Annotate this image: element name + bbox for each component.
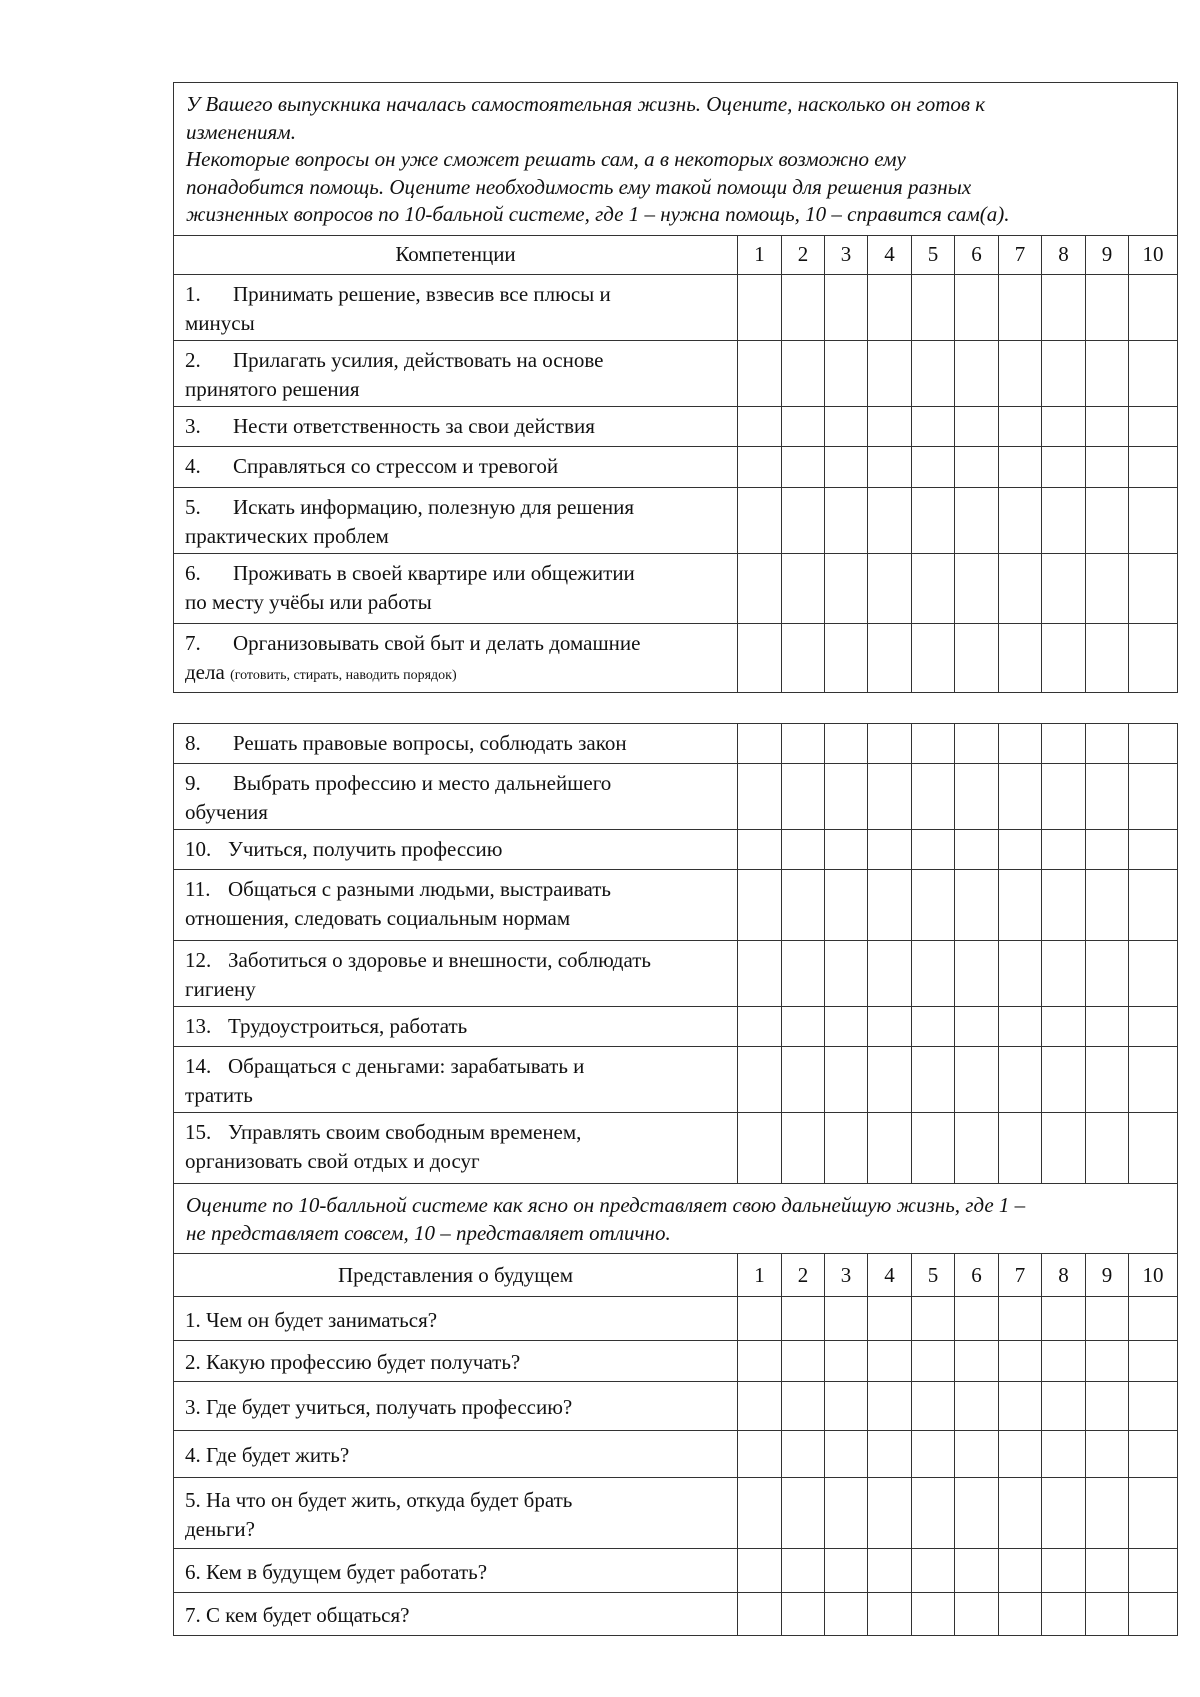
competency-row: [174, 830, 1178, 870]
competency-row: [174, 1007, 1178, 1047]
rating-cell-5[interactable]: [912, 1593, 955, 1636]
rating-cell-6[interactable]: [955, 1297, 999, 1341]
competencies-header: Компетенции: [174, 235, 738, 274]
competency-row: [174, 487, 1178, 553]
instruction-line: не представляет совсем, 10 – представляет отлично.: [186, 1220, 671, 1245]
rating-cell-2[interactable]: [782, 764, 825, 830]
scale-header-7: 7: [999, 235, 1042, 274]
rating-cell-8[interactable]: [1042, 1007, 1086, 1047]
rating-cell-3[interactable]: [825, 1478, 868, 1549]
rating-cell-3[interactable]: [825, 446, 868, 487]
rating-cell-10[interactable]: [1129, 623, 1178, 692]
rating-cell-3[interactable]: [825, 724, 868, 764]
rating-cell-2[interactable]: [782, 406, 825, 446]
rating-cell-7[interactable]: [999, 487, 1042, 553]
scale-header-5: 5: [912, 1254, 955, 1297]
rating-cell-6[interactable]: [955, 1047, 999, 1113]
rating-cell-1[interactable]: [738, 1113, 782, 1184]
rating-cell-9[interactable]: [1086, 487, 1129, 553]
rating-cell-3[interactable]: [825, 870, 868, 941]
rating-cell-6[interactable]: [955, 623, 999, 692]
rating-cell-4[interactable]: [868, 1382, 912, 1431]
competency-label: 9. Выбрать профессию и место дальнейшего обучения: [174, 764, 738, 830]
scale-header-10: 10: [1129, 1254, 1178, 1297]
rating-cell-10[interactable]: [1129, 764, 1178, 830]
competency-label: 15. Управлять своим свободным временем, организовать свой отдых и досуг: [174, 1113, 738, 1184]
scale-header-9: 9: [1086, 235, 1129, 274]
rating-cell-6[interactable]: [955, 830, 999, 870]
rating-cell-10[interactable]: [1129, 941, 1178, 1007]
rating-cell-4[interactable]: [868, 1478, 912, 1549]
rating-cell-6[interactable]: [955, 1113, 999, 1184]
rating-cell-3[interactable]: [825, 1341, 868, 1382]
rating-cell-3[interactable]: [825, 1431, 868, 1478]
scale-header-6: 6: [955, 1254, 999, 1297]
rating-cell-10[interactable]: [1129, 406, 1178, 446]
competencies-table-part-2: [173, 723, 1178, 1636]
rating-cell-1[interactable]: [738, 764, 782, 830]
rating-cell-10[interactable]: [1129, 274, 1178, 340]
competency-label: 1. Принимать решение, взвесив все плюсы и минусы: [174, 274, 738, 340]
competency-row: [174, 764, 1178, 830]
instruction-line: жизненных вопросов по 10-бальной системе, где 1 – нужна помощь, 10 – справится сам(а).: [186, 202, 1010, 226]
future-row: [174, 1297, 1178, 1341]
rating-cell-8[interactable]: [1042, 1382, 1086, 1431]
rating-cell-6[interactable]: [955, 553, 999, 623]
future-header: Представления о будущем: [174, 1254, 738, 1297]
rating-cell-9[interactable]: [1086, 1431, 1129, 1478]
rating-cell-3[interactable]: [825, 1047, 868, 1113]
competency-row: [174, 724, 1178, 764]
scale-header-7: 7: [999, 1254, 1042, 1297]
competency-label: 5. Искать информацию, полезную для решения практических проблем: [174, 487, 738, 553]
rating-cell-4[interactable]: [868, 724, 912, 764]
instruction-line: понадобится помощь. Оцените необходимость ему такой помощи для решения разных: [186, 174, 972, 199]
rating-cell-9[interactable]: [1086, 274, 1129, 340]
rating-cell-3[interactable]: [825, 623, 868, 692]
rating-cell-7[interactable]: [999, 406, 1042, 446]
scale-header-5: 5: [912, 235, 955, 274]
rating-cell-9[interactable]: [1086, 724, 1129, 764]
rating-cell-2[interactable]: [782, 1341, 825, 1382]
future-row: [174, 1478, 1178, 1549]
rating-cell-1[interactable]: [738, 1593, 782, 1636]
rating-cell-5[interactable]: [912, 1431, 955, 1478]
rating-cell-7[interactable]: [999, 830, 1042, 870]
rating-cell-2[interactable]: [782, 274, 825, 340]
scale-header-9: 9: [1086, 1254, 1129, 1297]
rating-cell-7[interactable]: [999, 1297, 1042, 1341]
instruction-line: изменениям.: [186, 119, 296, 144]
rating-cell-5[interactable]: [912, 1007, 955, 1047]
future-label: 6. Кем в будущем будет работать?: [174, 1549, 738, 1593]
rating-cell-5[interactable]: [912, 1047, 955, 1113]
rating-cell-10[interactable]: [1129, 870, 1178, 941]
rating-cell-4[interactable]: [868, 830, 912, 870]
rating-cell-8[interactable]: [1042, 830, 1086, 870]
instruction-line: У Вашего выпускника началась самостоятельная жизнь. Оцените, насколько он готов к: [186, 92, 986, 116]
competency-row: [174, 446, 1178, 487]
competency-row: [174, 941, 1178, 1007]
rating-cell-8[interactable]: [1042, 1113, 1086, 1184]
rating-cell-7[interactable]: [999, 764, 1042, 830]
rating-cell-3[interactable]: [825, 764, 868, 830]
rating-cell-7[interactable]: [999, 1478, 1042, 1549]
future-row: [174, 1341, 1178, 1382]
rating-cell-7[interactable]: [999, 1549, 1042, 1593]
competency-label: 6. Проживать в своей квартире или общежитии по месту учёбы или работы: [174, 553, 738, 623]
rating-cell-7[interactable]: [999, 1047, 1042, 1113]
competency-row: [174, 340, 1178, 406]
competency-row: [174, 623, 1178, 692]
rating-cell-5[interactable]: [912, 623, 955, 692]
rating-cell-8[interactable]: [1042, 623, 1086, 692]
rating-cell-8[interactable]: [1042, 487, 1086, 553]
rating-cell-8[interactable]: [1042, 274, 1086, 340]
rating-cell-9[interactable]: [1086, 1593, 1129, 1636]
scale-header-1: 1: [738, 1254, 782, 1297]
rating-cell-2[interactable]: [782, 1007, 825, 1047]
rating-cell-1[interactable]: [738, 406, 782, 446]
rating-cell-2[interactable]: [782, 623, 825, 692]
rating-cell-5[interactable]: [912, 1382, 955, 1431]
rating-cell-2[interactable]: [782, 553, 825, 623]
rating-cell-3[interactable]: [825, 1593, 868, 1636]
rating-cell-1[interactable]: [738, 1297, 782, 1341]
rating-cell-4[interactable]: [868, 870, 912, 941]
rating-cell-4[interactable]: [868, 1047, 912, 1113]
rating-cell-10[interactable]: [1129, 1478, 1178, 1549]
rating-cell-3[interactable]: [825, 553, 868, 623]
rating-cell-2[interactable]: [782, 1593, 825, 1636]
rating-cell-7[interactable]: [999, 941, 1042, 1007]
rating-cell-9[interactable]: [1086, 1047, 1129, 1113]
rating-cell-6[interactable]: [955, 406, 999, 446]
rating-cell-10[interactable]: [1129, 487, 1178, 553]
rating-cell-1[interactable]: [738, 1431, 782, 1478]
rating-cell-4[interactable]: [868, 623, 912, 692]
rating-cell-5[interactable]: [912, 553, 955, 623]
rating-cell-4[interactable]: [868, 1431, 912, 1478]
competency-row: [174, 870, 1178, 941]
instructions: [174, 83, 1178, 236]
rating-cell-9[interactable]: [1086, 1007, 1129, 1047]
rating-cell-5[interactable]: [912, 1341, 955, 1382]
rating-cell-9[interactable]: [1086, 830, 1129, 870]
rating-cell-8[interactable]: [1042, 1341, 1086, 1382]
rating-cell-6[interactable]: [955, 1431, 999, 1478]
rating-cell-6[interactable]: [955, 487, 999, 553]
rating-cell-4[interactable]: [868, 941, 912, 1007]
rating-cell-5[interactable]: [912, 274, 955, 340]
competency-row: [174, 274, 1178, 340]
rating-cell-5[interactable]: [912, 1297, 955, 1341]
rating-cell-6[interactable]: [955, 724, 999, 764]
rating-cell-8[interactable]: [1042, 764, 1086, 830]
rating-cell-5[interactable]: [912, 1113, 955, 1184]
competency-label: 14. Обращаться с деньгами: зарабатывать и тратить: [174, 1047, 738, 1113]
rating-cell-1[interactable]: [738, 724, 782, 764]
rating-cell-3[interactable]: [825, 1297, 868, 1341]
rating-cell-1[interactable]: [738, 1047, 782, 1113]
competency-row: [174, 1047, 1178, 1113]
rating-cell-4[interactable]: [868, 340, 912, 406]
rating-cell-7[interactable]: [999, 446, 1042, 487]
rating-cell-3[interactable]: [825, 941, 868, 1007]
future-label: 2. Какую профессию будет получать?: [174, 1341, 738, 1382]
scale-header-2: 2: [782, 1254, 825, 1297]
rating-cell-6[interactable]: [955, 1382, 999, 1431]
rating-cell-6[interactable]: [955, 1007, 999, 1047]
rating-cell-2[interactable]: [782, 830, 825, 870]
rating-cell-1[interactable]: [738, 830, 782, 870]
rating-cell-9[interactable]: [1086, 1113, 1129, 1184]
competency-label: 4. Справляться со стрессом и тревогой: [174, 446, 738, 487]
rating-cell-10[interactable]: [1129, 553, 1178, 623]
rating-cell-3[interactable]: [825, 406, 868, 446]
rating-cell-7[interactable]: [999, 1341, 1042, 1382]
rating-cell-8[interactable]: [1042, 1549, 1086, 1593]
rating-cell-4[interactable]: [868, 1007, 912, 1047]
rating-cell-2[interactable]: [782, 487, 825, 553]
scale-header-8: 8: [1042, 235, 1086, 274]
rating-cell-3[interactable]: [825, 830, 868, 870]
rating-cell-1[interactable]: [738, 553, 782, 623]
rating-cell-2[interactable]: [782, 1047, 825, 1113]
scale-header-3: 3: [825, 235, 868, 274]
scale-header-4: 4: [868, 1254, 912, 1297]
rating-cell-10[interactable]: [1129, 1549, 1178, 1593]
future-label: 4. Где будет жить?: [174, 1431, 738, 1478]
rating-cell-2[interactable]: [782, 870, 825, 941]
rating-cell-6[interactable]: [955, 764, 999, 830]
rating-cell-3[interactable]: [825, 274, 868, 340]
rating-cell-9[interactable]: [1086, 340, 1129, 406]
rating-cell-1[interactable]: [738, 1478, 782, 1549]
rating-cell-5[interactable]: [912, 446, 955, 487]
rating-cell-4[interactable]: [868, 487, 912, 553]
scale-header-6: 6: [955, 235, 999, 274]
rating-cell-9[interactable]: [1086, 1478, 1129, 1549]
rating-cell-10[interactable]: [1129, 1047, 1178, 1113]
rating-cell-10[interactable]: [1129, 1382, 1178, 1431]
rating-cell-2[interactable]: [782, 446, 825, 487]
rating-cell-10[interactable]: [1129, 1297, 1178, 1341]
rating-cell-4[interactable]: [868, 764, 912, 830]
rating-cell-4[interactable]: [868, 446, 912, 487]
rating-cell-9[interactable]: [1086, 406, 1129, 446]
rating-cell-7[interactable]: [999, 1007, 1042, 1047]
rating-cell-9[interactable]: [1086, 1549, 1129, 1593]
scale-header-8: 8: [1042, 1254, 1086, 1297]
rating-cell-4[interactable]: [868, 553, 912, 623]
rating-cell-1[interactable]: [738, 870, 782, 941]
rating-cell-2[interactable]: [782, 1478, 825, 1549]
rating-cell-6[interactable]: [955, 870, 999, 941]
scale-header-3: 3: [825, 1254, 868, 1297]
rating-cell-7[interactable]: [999, 724, 1042, 764]
rating-cell-10[interactable]: [1129, 1431, 1178, 1478]
future-row: [174, 1382, 1178, 1431]
rating-cell-6[interactable]: [955, 340, 999, 406]
rating-cell-3[interactable]: [825, 1113, 868, 1184]
scale-header-2: 2: [782, 235, 825, 274]
competency-label: 10. Учиться, получить профессию: [174, 830, 738, 870]
rating-cell-5[interactable]: [912, 1549, 955, 1593]
future-label: 1. Чем он будет заниматься?: [174, 1297, 738, 1341]
competency-label: 13. Трудоустроиться, работать: [174, 1007, 738, 1047]
rating-cell-9[interactable]: [1086, 1382, 1129, 1431]
rating-cell-1[interactable]: [738, 340, 782, 406]
rating-cell-8[interactable]: [1042, 1431, 1086, 1478]
competency-row: [174, 406, 1178, 446]
rating-cell-10[interactable]: [1129, 1593, 1178, 1636]
rating-cell-6[interactable]: [955, 941, 999, 1007]
future-row: [174, 1431, 1178, 1478]
rating-cell-5[interactable]: [912, 1478, 955, 1549]
rating-cell-1[interactable]: [738, 274, 782, 340]
rating-cell-5[interactable]: [912, 830, 955, 870]
rating-cell-8[interactable]: [1042, 446, 1086, 487]
competency-label: 3. Нести ответственность за свои действия: [174, 406, 738, 446]
rating-cell-1[interactable]: [738, 1007, 782, 1047]
competency-label: 2. Прилагать усилия, действовать на основе принятого решения: [174, 340, 738, 406]
rating-cell-3[interactable]: [825, 1549, 868, 1593]
future-label: 5. На что он будет жить, откуда будет брать деньги?: [174, 1478, 738, 1549]
rating-cell-1[interactable]: [738, 1341, 782, 1382]
rating-cell-5[interactable]: [912, 340, 955, 406]
rating-cell-9[interactable]: [1086, 553, 1129, 623]
future-row: [174, 1593, 1178, 1636]
future-instructions: [174, 1184, 1178, 1254]
rating-cell-3[interactable]: [825, 487, 868, 553]
rating-cell-6[interactable]: [955, 446, 999, 487]
rating-cell-4[interactable]: [868, 1593, 912, 1636]
rating-cell-10[interactable]: [1129, 1007, 1178, 1047]
rating-cell-7[interactable]: [999, 623, 1042, 692]
future-row: [174, 1549, 1178, 1593]
rating-cell-4[interactable]: [868, 1297, 912, 1341]
rating-cell-9[interactable]: [1086, 941, 1129, 1007]
rating-cell-10[interactable]: [1129, 1341, 1178, 1382]
competency-label: 7. Организовывать свой быт и делать домашние дела (готовить, стирать, наводить порядок): [174, 623, 738, 692]
rating-cell-6[interactable]: [955, 274, 999, 340]
rating-cell-4[interactable]: [868, 274, 912, 340]
competency-label: 12. Заботиться о здоровье и внешности, соблюдать гигиену: [174, 941, 738, 1007]
rating-cell-1[interactable]: [738, 487, 782, 553]
rating-cell-9[interactable]: [1086, 1341, 1129, 1382]
rating-cell-5[interactable]: [912, 487, 955, 553]
rating-cell-5[interactable]: [912, 764, 955, 830]
rating-cell-2[interactable]: [782, 1431, 825, 1478]
rating-cell-1[interactable]: [738, 623, 782, 692]
rating-cell-9[interactable]: [1086, 870, 1129, 941]
competencies-header-row: [174, 235, 1178, 274]
rating-cell-8[interactable]: [1042, 1593, 1086, 1636]
rating-cell-9[interactable]: [1086, 1297, 1129, 1341]
rating-cell-6[interactable]: [955, 1478, 999, 1549]
rating-cell-2[interactable]: [782, 1113, 825, 1184]
rating-cell-6[interactable]: [955, 1341, 999, 1382]
rating-cell-10[interactable]: [1129, 830, 1178, 870]
rating-cell-9[interactable]: [1086, 764, 1129, 830]
rating-cell-10[interactable]: [1129, 724, 1178, 764]
rating-cell-1[interactable]: [738, 1382, 782, 1431]
rating-cell-2[interactable]: [782, 941, 825, 1007]
rating-cell-2[interactable]: [782, 724, 825, 764]
rating-cell-4[interactable]: [868, 1341, 912, 1382]
future-label: 3. Где будет учиться, получать профессию?: [174, 1382, 738, 1431]
scale-header-4: 4: [868, 235, 912, 274]
instruction-line: Некоторые вопросы он уже сможет решать сам, а в некоторых возможно ему: [186, 147, 906, 171]
rating-cell-3[interactable]: [825, 1007, 868, 1047]
rating-cell-6[interactable]: [955, 1593, 999, 1636]
future-label: 7. С кем будет общаться?: [174, 1593, 738, 1636]
rating-cell-8[interactable]: [1042, 1047, 1086, 1113]
rating-cell-5[interactable]: [912, 941, 955, 1007]
rating-cell-10[interactable]: [1129, 340, 1178, 406]
rating-cell-3[interactable]: [825, 340, 868, 406]
rating-cell-2[interactable]: [782, 1297, 825, 1341]
rating-cell-7[interactable]: [999, 553, 1042, 623]
competency-label: 8. Решать правовые вопросы, соблюдать закон: [174, 724, 738, 764]
instruction-line: Оцените по 10-балльной системе как ясно он представляет свою дальнейшую жизнь, где 1 –: [186, 1193, 1026, 1217]
rating-cell-9[interactable]: [1086, 623, 1129, 692]
scale-header-10: 10: [1129, 235, 1178, 274]
rating-cell-8[interactable]: [1042, 553, 1086, 623]
rating-cell-7[interactable]: [999, 340, 1042, 406]
rating-cell-8[interactable]: [1042, 1478, 1086, 1549]
competency-row: [174, 1113, 1178, 1184]
rating-cell-10[interactable]: [1129, 446, 1178, 487]
rating-cell-8[interactable]: [1042, 870, 1086, 941]
competencies-table-part-1: [173, 82, 1178, 693]
rating-cell-9[interactable]: [1086, 446, 1129, 487]
rating-cell-5[interactable]: [912, 406, 955, 446]
rating-cell-6[interactable]: [955, 1549, 999, 1593]
rating-cell-5[interactable]: [912, 724, 955, 764]
rating-cell-2[interactable]: [782, 340, 825, 406]
rating-cell-1[interactable]: [738, 941, 782, 1007]
competency-row: [174, 553, 1178, 623]
rating-cell-10[interactable]: [1129, 1113, 1178, 1184]
rating-cell-1[interactable]: [738, 446, 782, 487]
rating-cell-3[interactable]: [825, 1382, 868, 1431]
rating-cell-7[interactable]: [999, 274, 1042, 340]
rating-cell-8[interactable]: [1042, 724, 1086, 764]
rating-cell-2[interactable]: [782, 1549, 825, 1593]
rating-cell-7[interactable]: [999, 1382, 1042, 1431]
scale-header-1: 1: [738, 235, 782, 274]
rating-cell-8[interactable]: [1042, 941, 1086, 1007]
rating-cell-5[interactable]: [912, 870, 955, 941]
rating-cell-7[interactable]: [999, 870, 1042, 941]
rating-cell-4[interactable]: [868, 1113, 912, 1184]
rating-cell-7[interactable]: [999, 1593, 1042, 1636]
rating-cell-2[interactable]: [782, 1382, 825, 1431]
rating-cell-1[interactable]: [738, 1549, 782, 1593]
rating-cell-7[interactable]: [999, 1113, 1042, 1184]
future-header-row: [174, 1254, 1178, 1297]
rating-cell-4[interactable]: [868, 406, 912, 446]
rating-cell-7[interactable]: [999, 1431, 1042, 1478]
rating-cell-4[interactable]: [868, 1549, 912, 1593]
competency-label: 11. Общаться с разными людьми, выстраивать отношения, следовать социальным нормам: [174, 870, 738, 941]
rating-cell-8[interactable]: [1042, 406, 1086, 446]
rating-cell-8[interactable]: [1042, 1297, 1086, 1341]
rating-cell-8[interactable]: [1042, 340, 1086, 406]
